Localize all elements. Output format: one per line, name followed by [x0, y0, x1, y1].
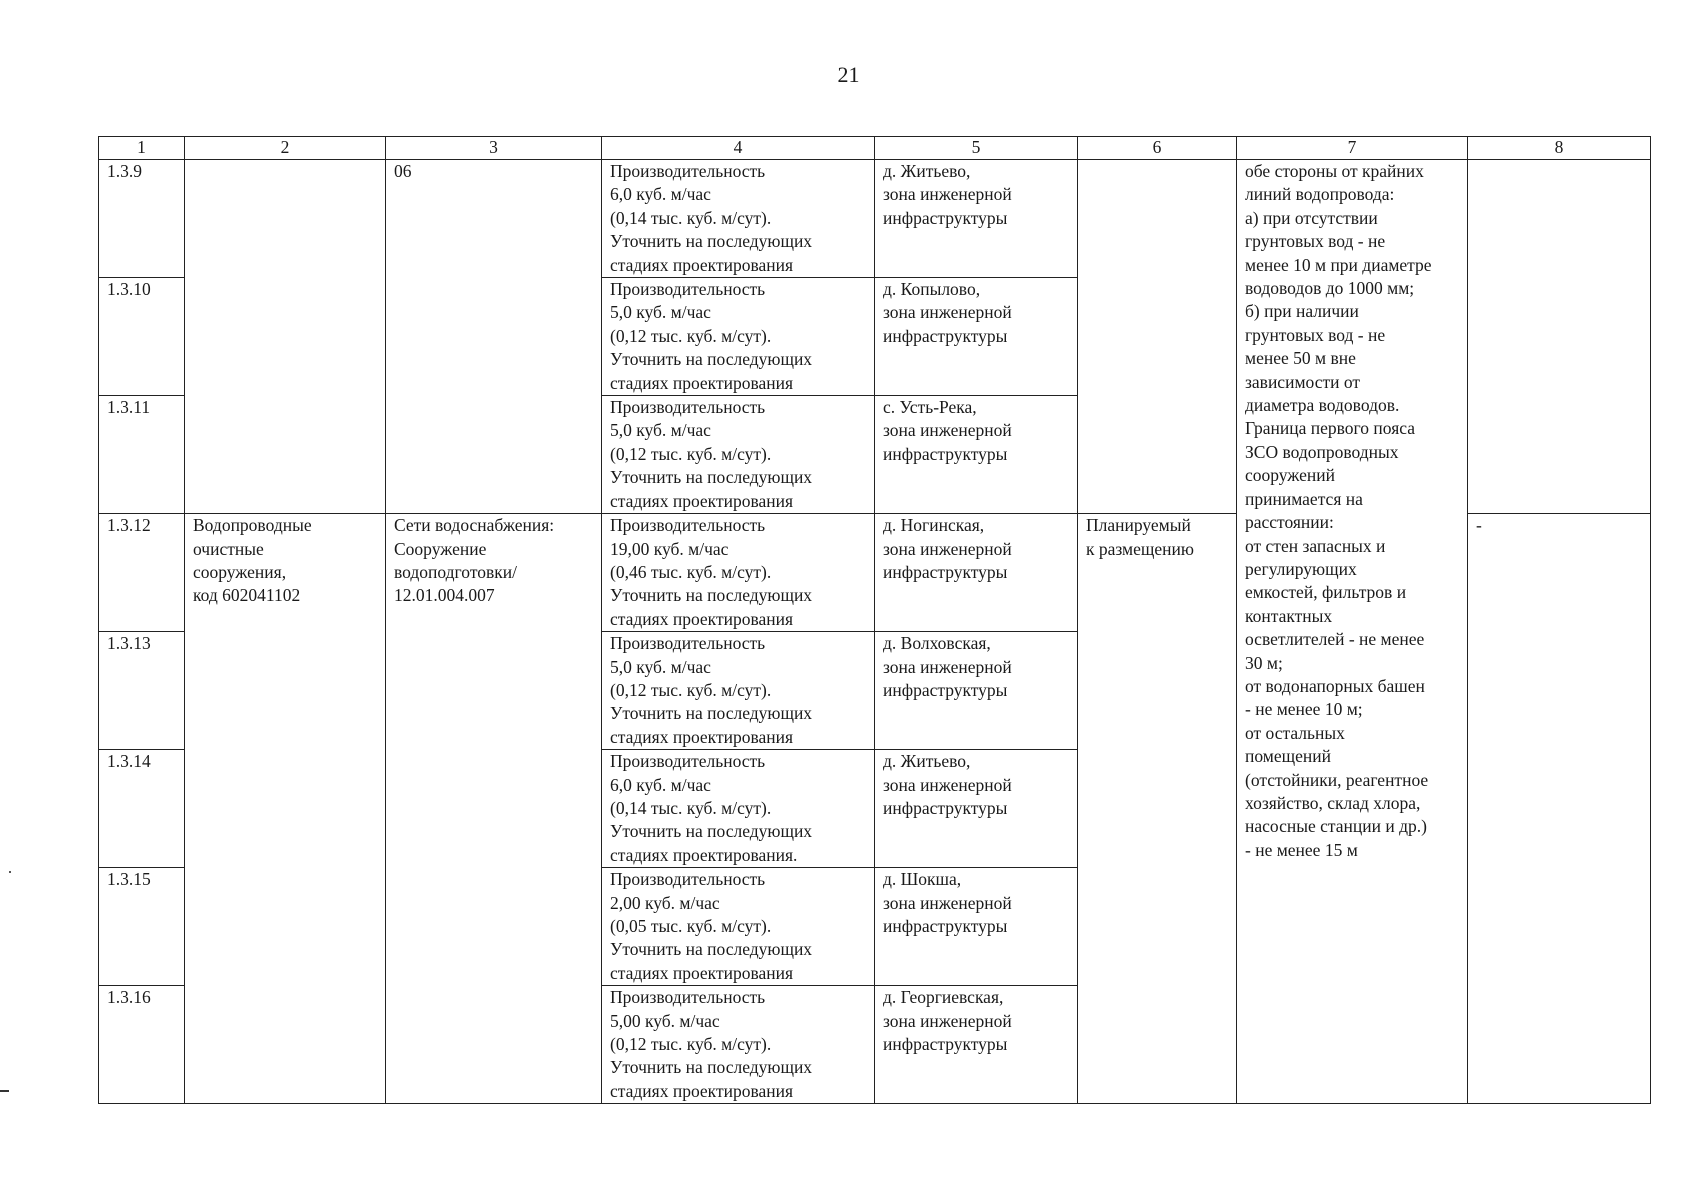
status-cell: Планируемый к размещению — [1078, 514, 1237, 1104]
location-cell: д. Георгиевская, зона инженерной инфраструктуры — [875, 986, 1078, 1104]
location-cell: д. Волховская, зона инженерной инфраструктуры — [875, 632, 1078, 750]
location-cell: д. Ногинская, зона инженерной инфраструктуры — [875, 514, 1078, 632]
group-a-status-cell — [1078, 160, 1237, 514]
capacity-cell: Производительность 2,00 куб. м/час (0,05 тыс. куб. м/сут). Уточнить на последующих стадиях проектирования — [602, 868, 875, 986]
header-col-6: 6 — [1078, 137, 1237, 160]
capacity-cell: Производительность 5,0 куб. м/час (0,12 тыс. куб. м/сут). Уточнить на последующих стадиях проектирования — [602, 396, 875, 514]
row-number: 1.3.13 — [99, 632, 185, 750]
header-col-3: 3 — [386, 137, 602, 160]
capacity-cell: Производительность 5,0 куб. м/час (0,12 тыс. куб. м/сут). Уточнить на последующих стадиях проектирования — [602, 278, 875, 396]
header-col-5: 5 — [875, 137, 1078, 160]
capacity-cell: Производительность 5,00 куб. м/час (0,12 тыс. куб. м/сут). Уточнить на последующих стадиях проектирования — [602, 986, 875, 1104]
row-number: 1.3.15 — [99, 868, 185, 986]
location-cell: д. Житьево, зона инженерной инфраструктуры — [875, 750, 1078, 868]
object-type-cell: Сети водоснабжения: Сооружение водоподготовки/ 12.01.004.007 — [386, 514, 602, 1104]
capacity-cell: Производительность 19,00 куб. м/час (0,46 тыс. куб. м/сут). Уточнить на последующих стадиях проектирования — [602, 514, 875, 632]
group-a-name-cell — [185, 160, 386, 514]
capacity-cell: Производительность 6,0 куб. м/час (0,14 тыс. куб. м/сут). Уточнить на последующих стадиях проектирования — [602, 160, 875, 278]
location-cell: д. Шокша, зона инженерной инфраструктуры — [875, 868, 1078, 986]
zoning-table — [98, 136, 1651, 1104]
col8-cell: - — [1468, 514, 1651, 1104]
location-cell: д. Житьево, зона инженерной инфраструктуры — [875, 160, 1078, 278]
group-a-col8-cell — [1468, 160, 1651, 514]
header-row — [99, 137, 1651, 160]
table-row — [99, 160, 1651, 278]
location-cell: с. Усть-Река, зона инженерной инфраструктуры — [875, 396, 1078, 514]
row-number: 1.3.11 — [99, 396, 185, 514]
capacity-cell: Производительность 5,0 куб. м/час (0,12 тыс. куб. м/сут). Уточнить на последующих стадиях проектирования — [602, 632, 875, 750]
zone-restrictions-cell: обе стороны от крайних линий водопровода: а) при отсутствии грунтовых вод - не менее 10 м при диаметре водоводов до 1000 мм; б) при наличии грунтовых вод - не менее 50 м вне зависимости от диаметра водоводов. Граница первого пояса ЗСО водопроводных сооружений принимается на расстоянии: от стен запасных и регулирующих емкостей, фильтров и контактных осветлителей - не менее 30 м; от водонапорных башен - не менее 10 м; от остальных помещений (отстойники, реагентное хозяйство, склад хлора, насосные станции и др.) - не менее 15 м — [1237, 160, 1468, 1104]
object-name-cell: Водопроводные очистные сооружения, код 602041102 — [185, 514, 386, 1104]
scan-mark-dot — [9, 871, 11, 873]
row-number: 1.3.9 — [99, 160, 185, 278]
header-col-8: 8 — [1468, 137, 1651, 160]
page-number: 21 — [837, 62, 860, 87]
scan-mark-dash — [0, 1090, 9, 1092]
header-col-2: 2 — [185, 137, 386, 160]
group-a-code-cell: 06 — [386, 160, 602, 514]
row-number: 1.3.10 — [99, 278, 185, 396]
row-number: 1.3.12 — [99, 514, 185, 632]
header-col-4: 4 — [602, 137, 875, 160]
header-col-7: 7 — [1237, 137, 1468, 160]
row-number: 1.3.16 — [99, 986, 185, 1104]
location-cell: д. Копылово, зона инженерной инфраструктуры — [875, 278, 1078, 396]
capacity-cell: Производительность 6,0 куб. м/час (0,14 тыс. куб. м/сут). Уточнить на последующих стадиях проектирования. — [602, 750, 875, 868]
header-col-1: 1 — [99, 137, 185, 160]
row-number: 1.3.14 — [99, 750, 185, 868]
